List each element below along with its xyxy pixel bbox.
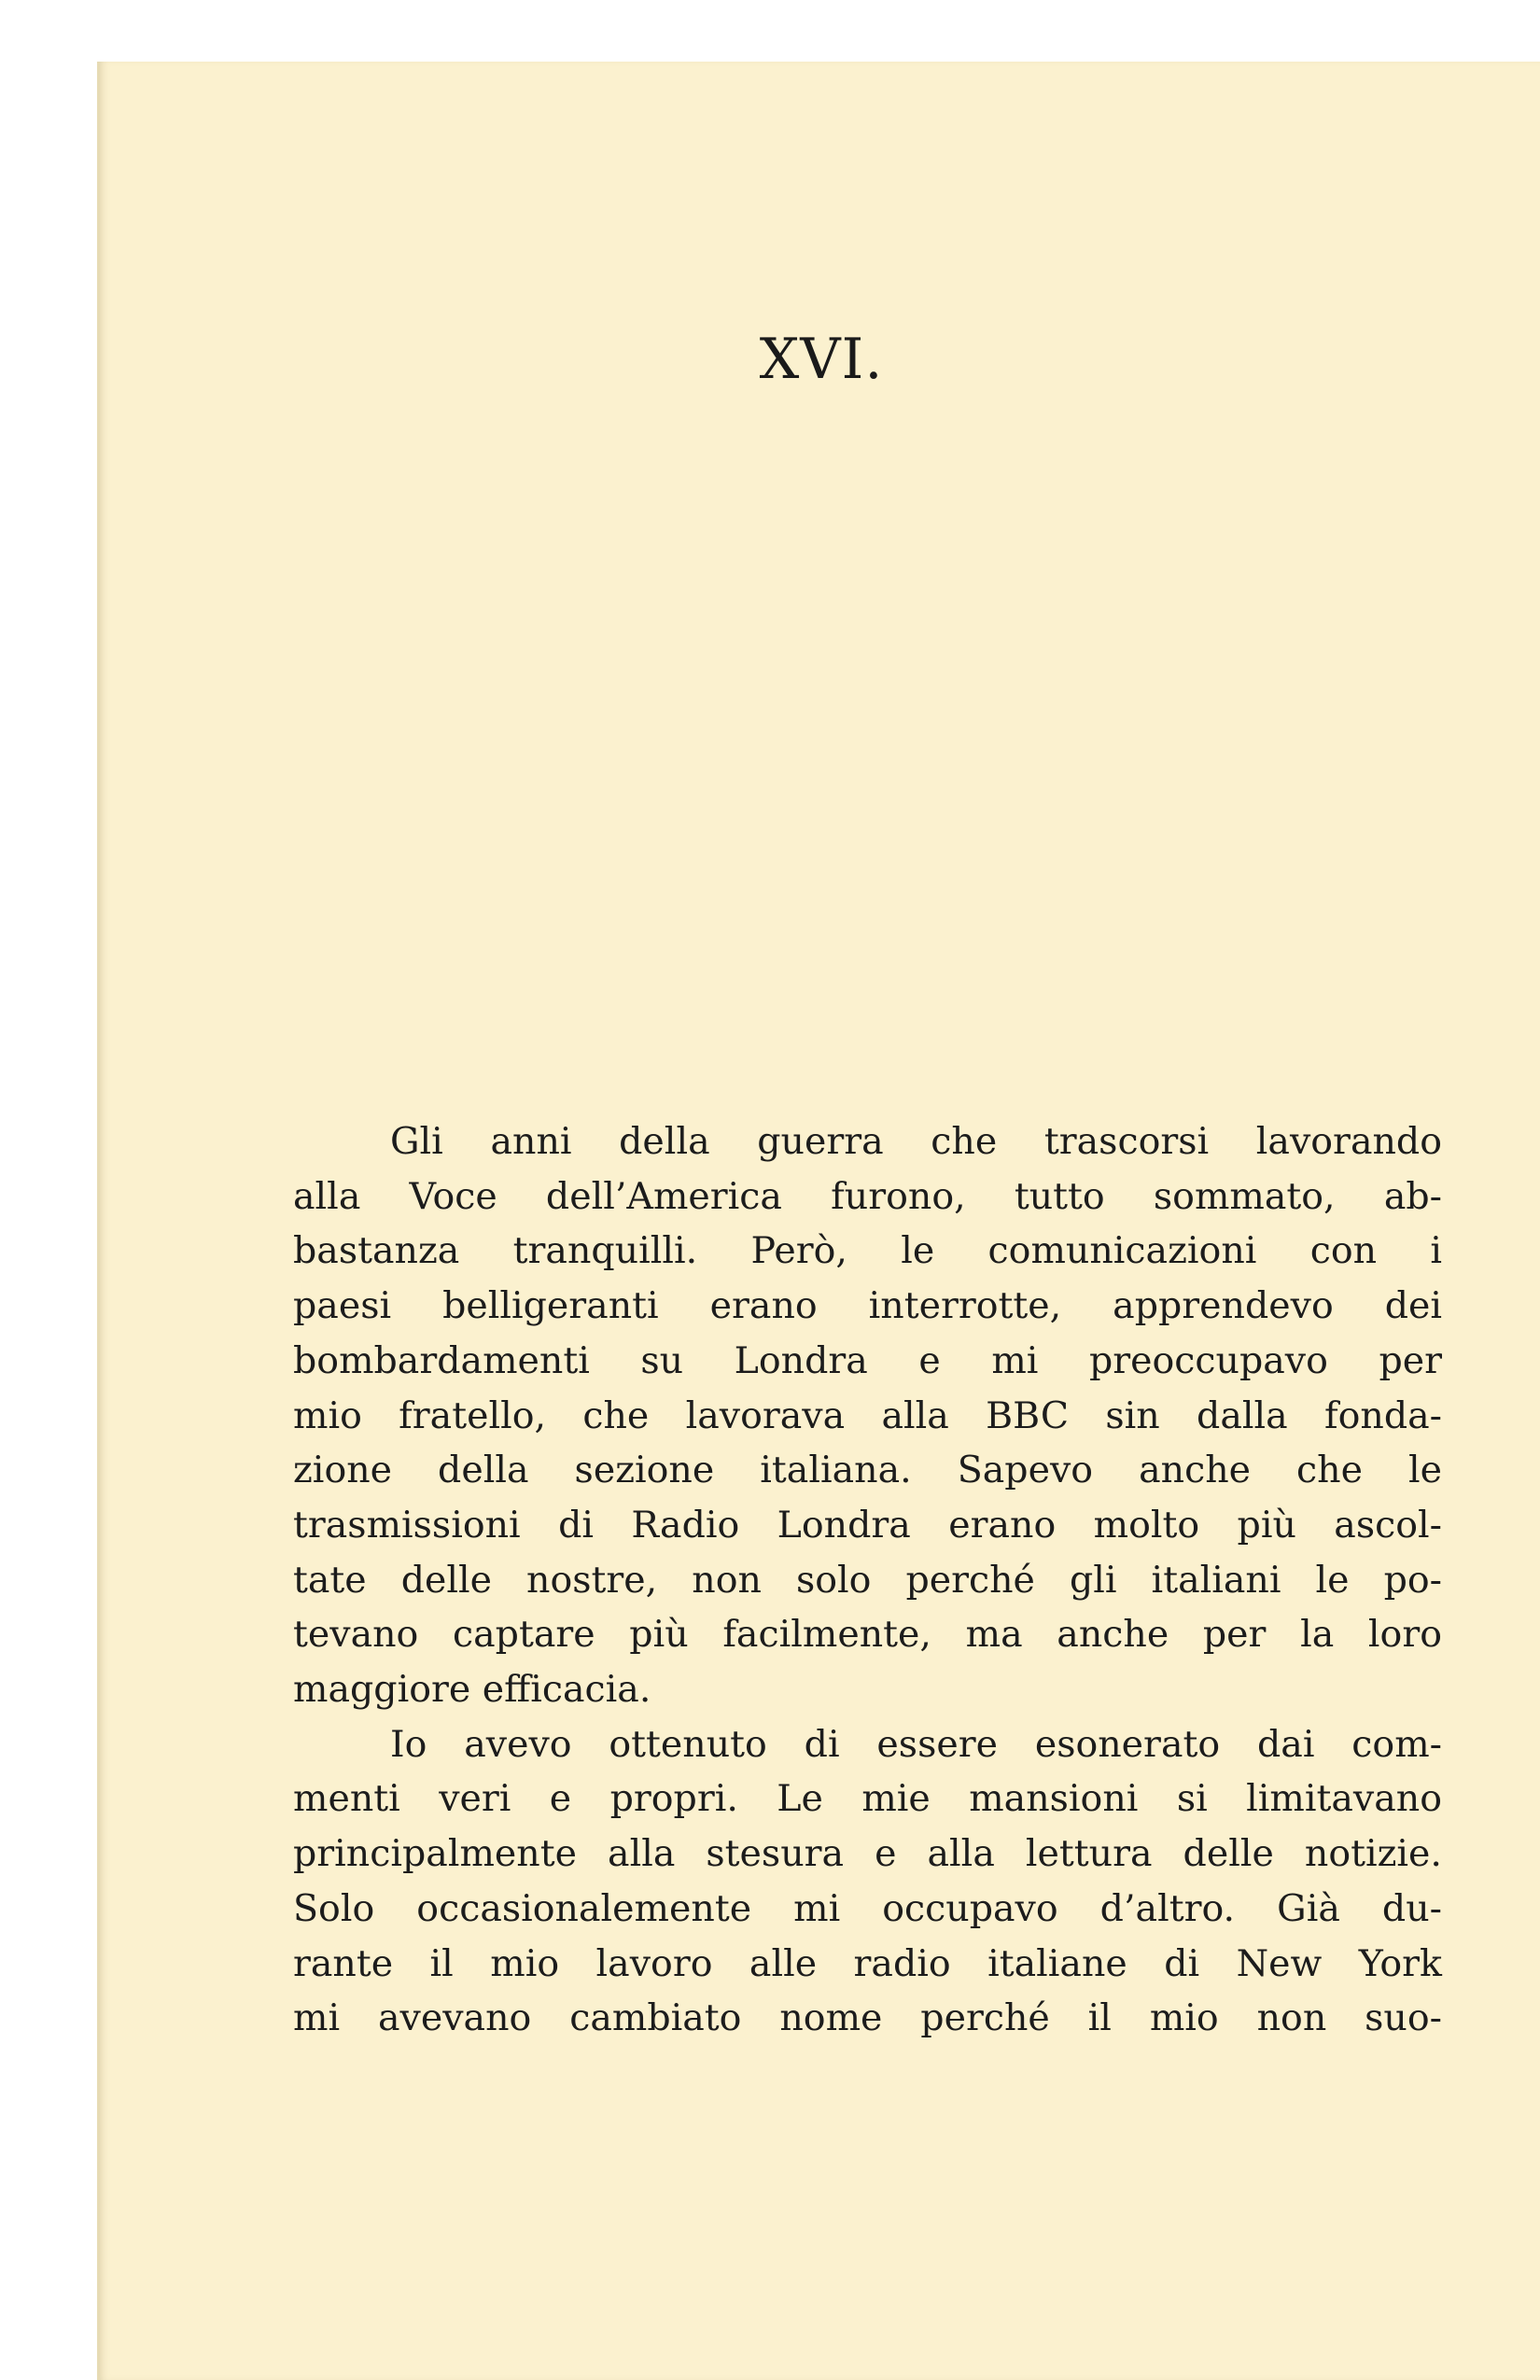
chapter-title: XVI. xyxy=(759,327,884,392)
book-page xyxy=(97,62,1540,2380)
text-line: bastanza tranquilli. Però, le comunicazioni con i xyxy=(293,1229,1442,1273)
text-line: mi avevano cambiato nome perché il mio non suo- xyxy=(293,1996,1442,2040)
text-line: Io avevo ottenuto di essere esonerato dai com- xyxy=(390,1722,1442,1766)
text-line: zione della sezione italiana. Sapevo anche che le xyxy=(293,1449,1442,1492)
text-line: trasmissioni di Radio Londra erano molto più ascol- xyxy=(293,1503,1442,1547)
text-line: maggiore efficacia. xyxy=(293,1668,651,1712)
text-line: Solo occasionalemente mi occupavo d’altro. Già du- xyxy=(293,1886,1442,1930)
text-line: rante il mio lavoro alle radio italiane di New York xyxy=(293,1941,1442,1985)
text-line: paesi belligeranti erano interrotte, apprendevo dei xyxy=(293,1284,1442,1328)
text-line: alla Voce dell’America furono, tutto sommato, ab- xyxy=(293,1174,1442,1218)
body-text xyxy=(293,1114,1442,2046)
text-line: tate delle nostre, non solo perché gli italiani le po- xyxy=(293,1558,1442,1602)
text-line: Gli anni della guerra che trascorsi lavorando xyxy=(390,1120,1442,1163)
text-line: principalmente alla stesura e alla lettura delle notizie. xyxy=(293,1832,1442,1876)
text-line: bombardamenti su Londra e mi preoccupavo per xyxy=(293,1338,1442,1382)
text-line: mio fratello, che lavorava alla BBC sin dalla fonda- xyxy=(293,1393,1442,1437)
text-line: menti veri e propri. Le mie mansioni si limitavano xyxy=(293,1777,1442,1821)
text-line: tevano captare più facilmente, ma anche per la loro xyxy=(293,1613,1442,1657)
